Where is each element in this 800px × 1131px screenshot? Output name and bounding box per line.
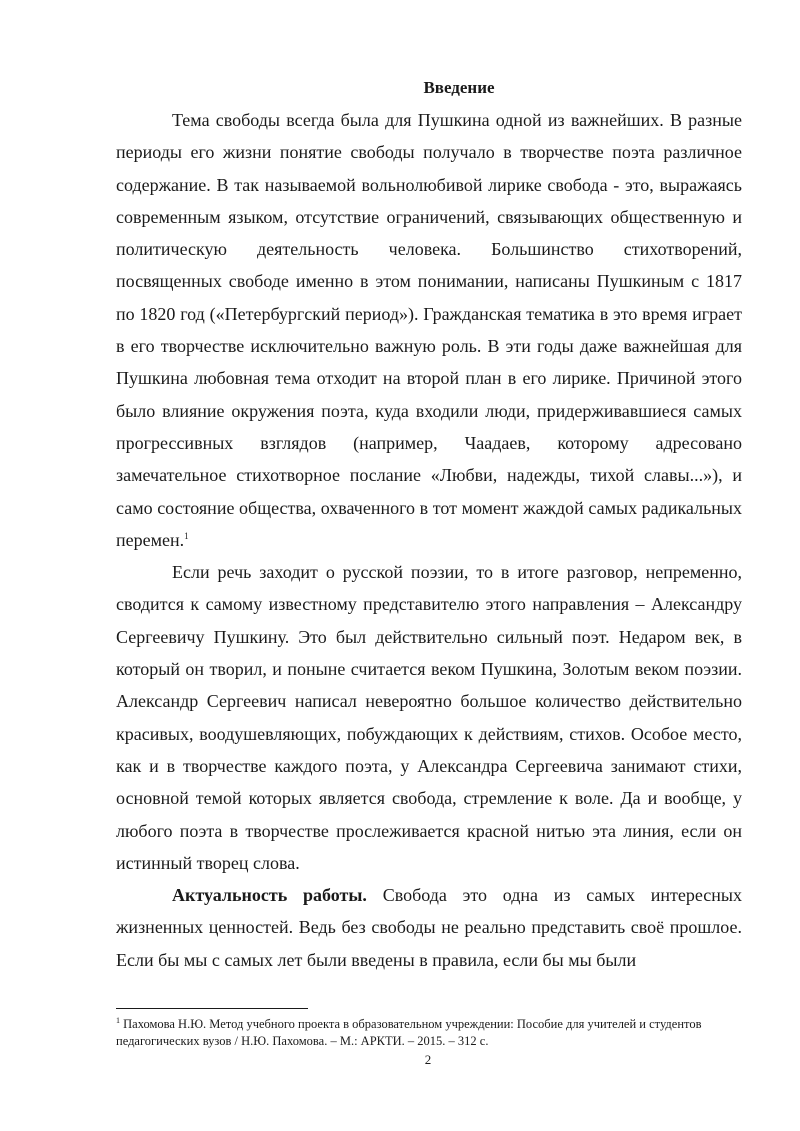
paragraph-intro-text: Тема свободы всегда была для Пушкина одной из важнейших. В разные периоды его жизни понятие свободы получало в творчестве поэта различное содержание. В так называемой вольнолюбивой лирике свобода - это, выражаясь современным языком, отсутствие ограничений, связывающих общественную и политическую деятельность человека. Большинство стихотворений, посвященных свободе именно в этом понимании, написаны Пушкиным с 1817 по 1820 год («Петербургский период»). Гражданская тематика в это время играет в его творчестве исключительно важную роль. В эти годы даже важнейшая для Пушкина любовная тема отходит на второй план в его лирике. Причиной этого было влияние окружения поэта, куда входили люди, придерживавшиеся самых прогрессивных взглядов (например, Чаадаев, которому адресовано замечательное стихотворное послание «Любви, надежды, тихой славы...»), и само состояние общества, охваченного в тот момент жаждой самых радикальных перемен. <box>116 110 742 550</box>
footnote-marker: 1 <box>116 1015 120 1025</box>
page-number: 2 <box>424 1052 432 1067</box>
paragraph-intro <box>116 104 742 556</box>
footnote-text: Пахомова Н.Ю. Метод учебного проекта в образовательном учреждении: Пособие для учителей и студентов педагогических вузов / Н.Ю. Пахомова. – М.: АРКТИ. – 2015. – 312 с. <box>116 1017 702 1048</box>
relevance-text: Свобода это одна из самых интересных жизненных ценностей. Ведь без свободы не реально представить своё прошлое. Если бы мы с самых лет были введены в правила, если бы мы были <box>116 885 742 970</box>
footnote <box>116 1016 742 1050</box>
footnote-reference: 1 <box>184 530 189 541</box>
relevance-heading: Актуальность работы. <box>172 885 367 906</box>
footnote-separator <box>116 1008 308 1009</box>
paragraph-poetry: Если речь заходит о русской поэзии, то в итоге разговор, непременно, сводится к самому известному представителю этого направления – Александру Сергеевичу Пушкину. Это был действительно сильный поэт. Недаром век, в который он творил, и поныне считается веком Пушкина, Золотым веком поэзии. Александр Сергеевич написал невероятно большое количество действительно красивых, воодушевляющих, побуждающих к действиям, стихов. Особое место, как и в творчестве каждого поэта, у Александра Сергеевича занимают стихи, основной темой которых является свобода, стремление к воле. Да и вообще, у любого поэта в творчестве прослеживается красной нитью эта линия, если он истинный творец слова. <box>116 562 742 873</box>
paragraph-relevance <box>116 879 742 976</box>
section-title: Введение <box>423 78 495 97</box>
page-body <box>116 72 742 976</box>
